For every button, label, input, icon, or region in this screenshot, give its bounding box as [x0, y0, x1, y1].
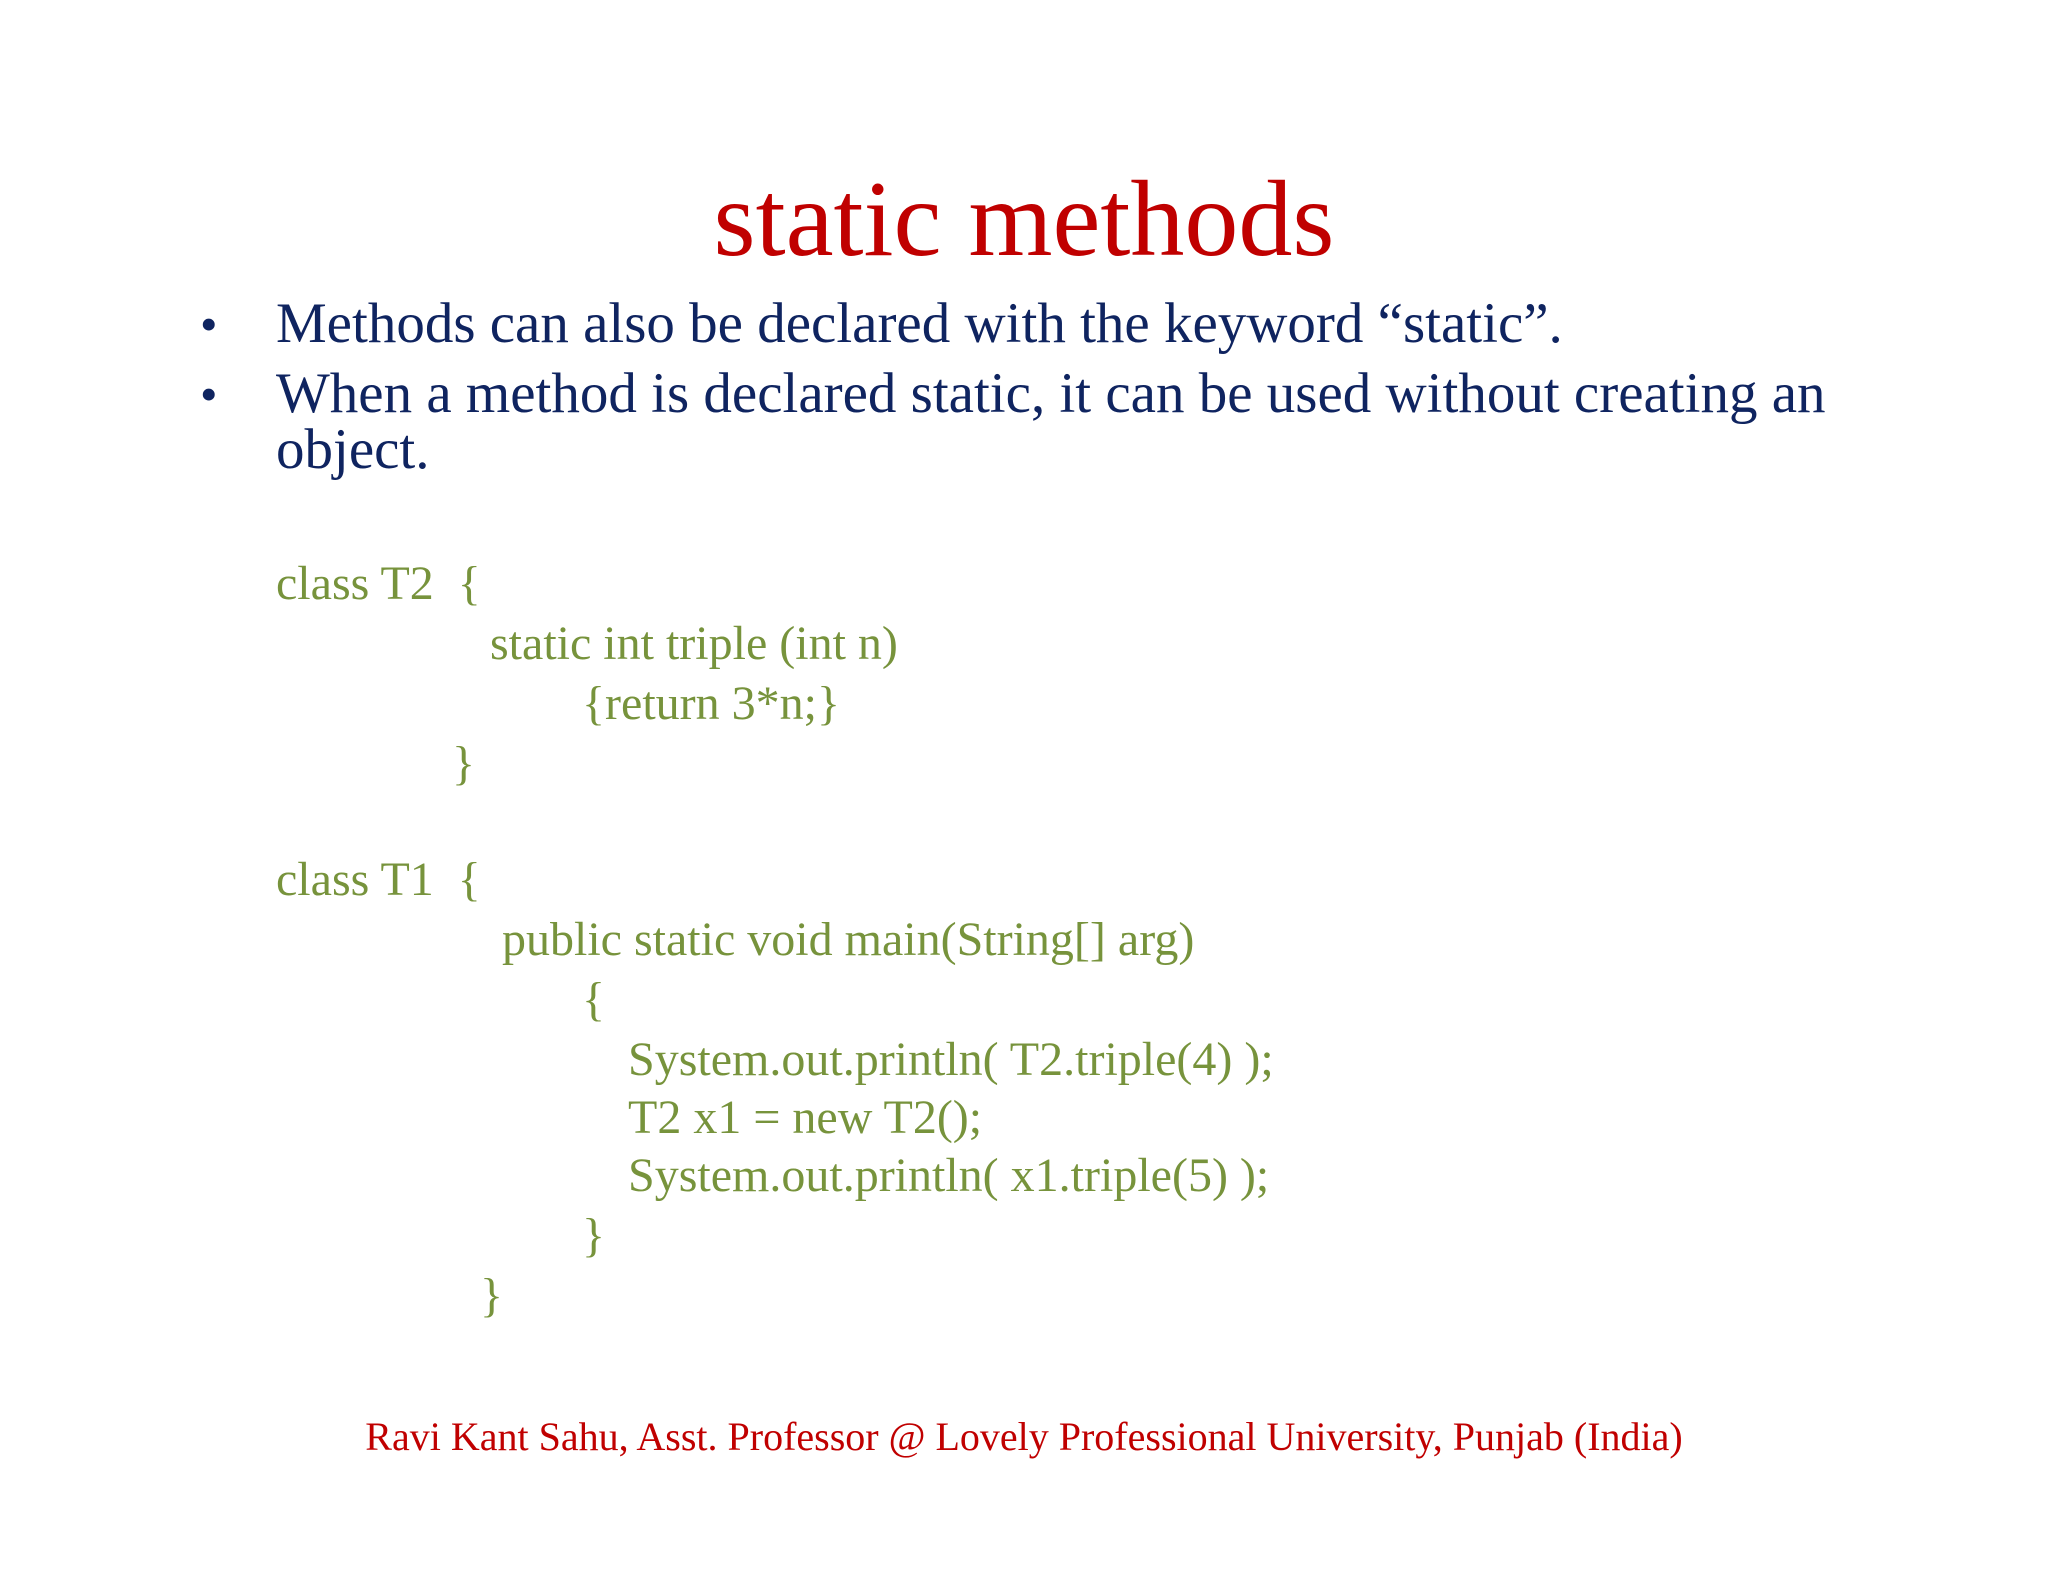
code-line: class T1 { — [276, 853, 481, 906]
code-line: System.out.println( T2.triple(4) ); — [628, 1033, 1274, 1086]
code-line: System.out.println( x1.triple(5) ); — [628, 1149, 1270, 1202]
code-line: } — [480, 1269, 504, 1322]
code-line: public static void main(String[] arg) — [502, 913, 1195, 966]
code-line: } — [582, 1209, 606, 1262]
code-line: } — [452, 737, 476, 790]
bullet-text: When a method is declared static, it can be used without creating an object. — [276, 362, 1826, 481]
code-line: T2 x1 = new T2(); — [628, 1091, 983, 1144]
code-line: {return 3*n;} — [582, 677, 841, 730]
bullet-item — [200, 292, 1900, 355]
bullet-list — [200, 292, 1900, 492]
bullet-text: Methods can also be declared with the keyword “static”. — [276, 292, 1563, 355]
code-line: class T2 { — [276, 557, 481, 610]
code-line: static int triple (int n) — [490, 617, 898, 670]
bullet-icon: • — [200, 366, 218, 422]
code-line: { — [582, 973, 606, 1026]
slide-title: static methods — [713, 160, 1335, 279]
bullet-item — [200, 362, 1900, 481]
bullet-icon: • — [200, 296, 218, 352]
footer-credit: Ravi Kant Sahu, Asst. Professor @ Lovely Professional University, Punjab (India) — [365, 1414, 1683, 1459]
